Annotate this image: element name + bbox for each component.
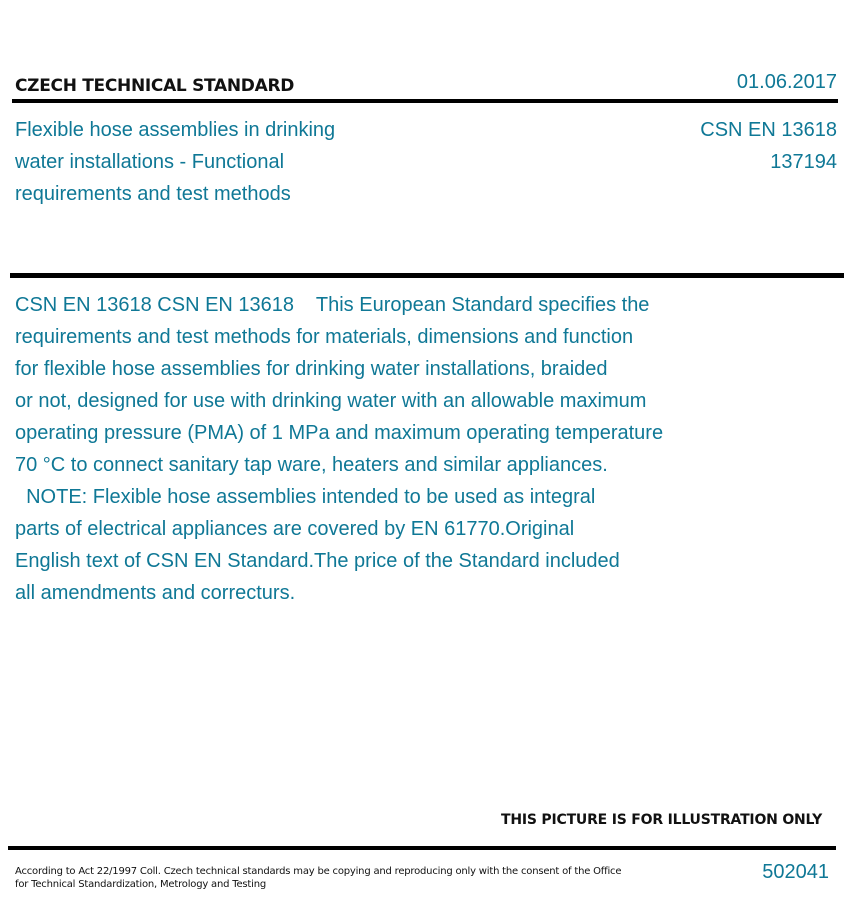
description-line: for flexible hose assemblies for drinking water installations, braided bbox=[15, 358, 608, 380]
description-line: parts of electrical appliances are covered by EN 61770.Original bbox=[15, 518, 575, 540]
standard-title-line: water installations - Functional bbox=[15, 151, 285, 173]
description-line: or not, designed for use with drinking water with an allowable maximum bbox=[15, 390, 647, 412]
standard-description bbox=[15, 289, 735, 609]
description-line: operating pressure (PMA) of 1 MPa and maximum operating temperature bbox=[15, 422, 664, 444]
description-line: English text of CSN EN Standard.The price of the Standard included bbox=[15, 550, 620, 572]
description-line: 70 °C to connect sanitary tap ware, heaters and similar appliances. bbox=[15, 454, 608, 476]
document-category: CZECH TECHNICAL STANDARD bbox=[15, 76, 295, 96]
description-line: NOTE: Flexible hose assemblies intended to be used as integral bbox=[15, 486, 596, 508]
standard-title-line: Flexible hose assemblies in drinking bbox=[15, 119, 336, 141]
description-line: requirements and test methods for materials, dimensions and function bbox=[15, 326, 634, 348]
illustration-notice: THIS PICTURE IS FOR ILLUSTRATION ONLY bbox=[501, 812, 823, 828]
description-line: all amendments and correcturs. bbox=[15, 582, 296, 604]
publication-date: 01.06.2017 bbox=[736, 71, 837, 93]
footer-divider bbox=[8, 846, 836, 850]
legal-notice-line: for Technical Standardization, Metrology and Testing bbox=[15, 879, 266, 890]
legal-notice bbox=[15, 865, 621, 891]
description-line: CSN EN 13618 CSN EN 13618 This European Standard specifies the bbox=[15, 294, 650, 316]
standard-title-line: requirements and test methods bbox=[15, 183, 291, 205]
header-divider bbox=[12, 99, 838, 103]
classification-number: 137194 bbox=[770, 151, 837, 173]
standard-code: CSN EN 13618 bbox=[700, 119, 837, 141]
standard-identifiers bbox=[700, 114, 837, 178]
document-id: 502041 bbox=[762, 861, 829, 883]
standard-title bbox=[15, 114, 395, 210]
legal-notice-line: According to Act 22/1997 Coll. Czech technical standards may be copying and reproducing only with the consent of the Office bbox=[15, 866, 622, 877]
section-divider bbox=[10, 273, 844, 278]
